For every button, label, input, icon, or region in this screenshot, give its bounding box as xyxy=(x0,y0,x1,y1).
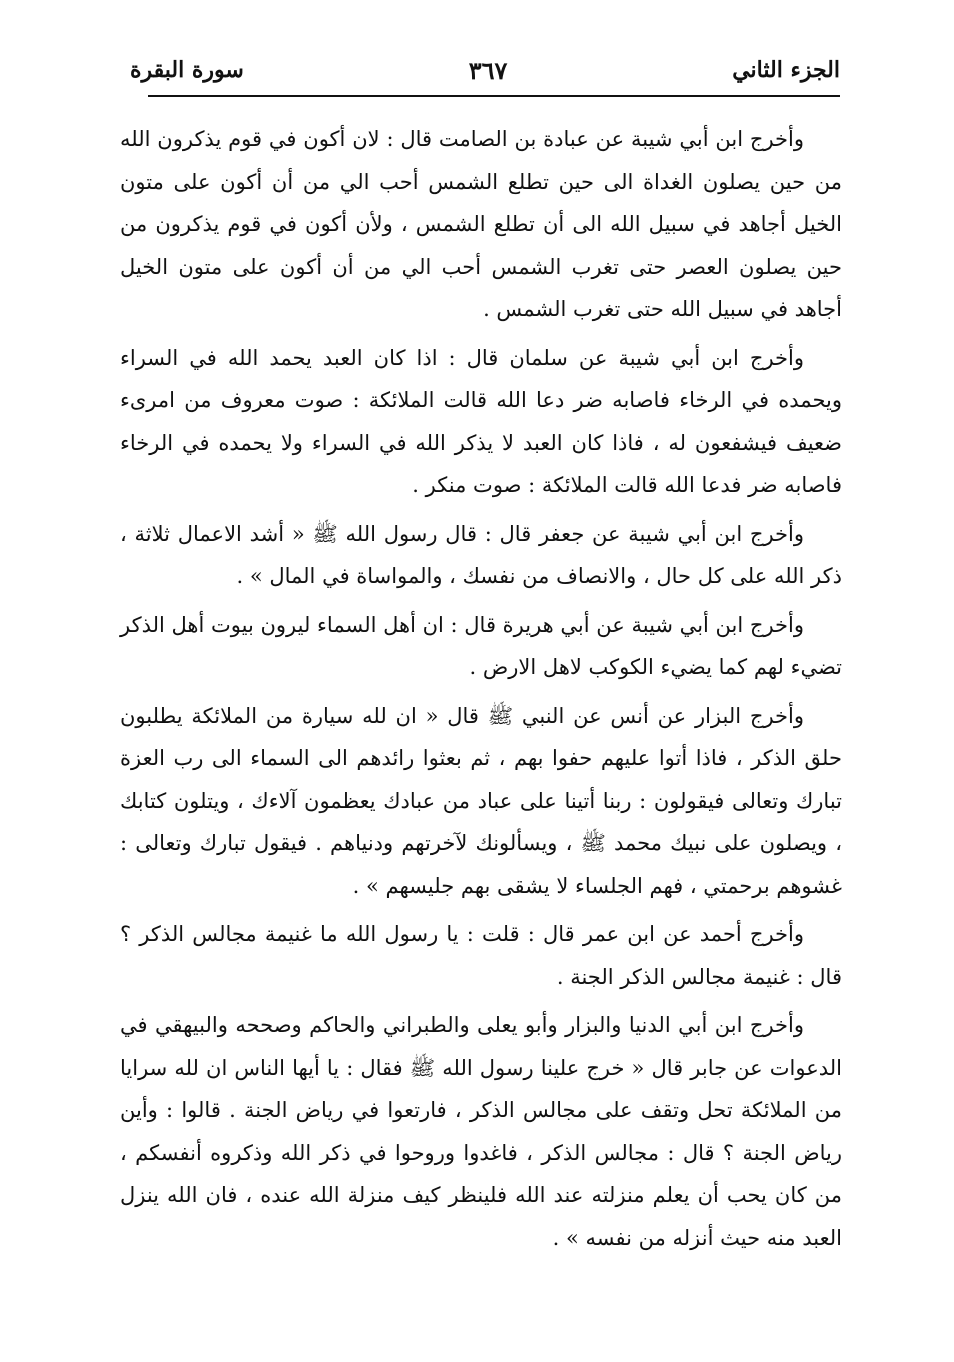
header-volume: الجزء الثاني xyxy=(732,57,840,83)
page-number: ٣٦٧ xyxy=(468,55,508,85)
paragraph: وأخرج أحمد عن ابن عمر قال : قلت : يا رسول الله ما غنيمة مجالس الذكر ؟ قال : غنيمة مجالس الذكر الجنة . xyxy=(120,922,842,989)
paragraph: وأخرج ابن أبي شيبة عن عبادة بن الصامت قال : لان أكون في قوم يذكرون الله من حين يصلون الغداة الى حين تطلع الشمس أحب الي من أن أكون على متون الخيل أجاهد في سبيل الله الى أن تطلع الشمس ، ولأن أكون في قوم يذكرون من حين يصلون العصر حتى تغرب الشمس أحب الي من أن أكون على متون الخيل أجاهد في سبيل الله حتى تغرب الشمس . xyxy=(120,127,842,321)
paragraph: وأخرج البزار عن أنس عن النبي ﷺ قال « ان لله سيارة من الملائكة يطلبون حلق الذكر ، فاذا أتوا عليهم حفوا بهم ، ثم بعثوا رائدهم الى السماء الى رب العزة تبارك وتعالى فيقولون : ربنا أتينا على عباد من عبادك يعظمون آلاءك ، ويتلون كتابك ، ويصلون على نبيك محمد ﷺ ، ويسألونك لآخرتهم ودنياهم . فيقول تبارك وتعالى : غشوهم برحمتي ، فهم الجلساء لا يشقى بهم جليسهم » . xyxy=(120,703,842,898)
paragraph: وأخرج ابن أبي الدنيا والبزار وأبو يعلى والطبراني والحاكم وصححه والبيهقي في الدعوات عن جابر قال « خرج علينا رسول الله ﷺ فقال : يا أيها الناس ان لله سرايا من الملائكة تحل وتقف على مجالس الذكر ، فارتعوا في رياض الجنة . قالوا : وأين رياض الجنة ؟ قال : مجالس الذكر ، فاغدوا وروحوا في ذكر الله وذكروه أنفسكم ، من كان يحب أن يعلم منزلته عند الله فلينظر كيف منزلة الله عنده ، فان الله ينزل العبد منه حيث أنزله من نفسه » . xyxy=(120,1013,842,1250)
page-body xyxy=(120,118,842,1265)
header-surah: سورة البقرة xyxy=(130,57,244,83)
paragraph: وأخرج ابن أبي شيبة عن أبي هريرة قال : ان أهل السماء ليرون بيوت أهل الذكر تضيء لهم كما يضيء الكوكب لاهل الارض . xyxy=(120,612,842,679)
paragraph: وأخرج ابن أبي شيبة عن جعفر قال : قال رسول الله ﷺ « أشد الاعمال ثلاثة ، ذكر الله على كل حال ، والانصاف من نفسك ، والمواساة في المال » . xyxy=(120,521,842,588)
header-rule xyxy=(148,95,840,97)
paragraph: وأخرج ابن أبي شيبة عن سلمان قال : اذا كان العبد يحمد الله في السراء ويحمده في الرخاء فاصابه ضر دعا الله قالت الملائكة : صوت معروف من امرىء ضعيف فيشفعون له ، فاذا كان العبد لا يذكر الله في السراء ولا يحمده في الرخاء فاصابه ضر فدعا الله قالت الملائكة : صوت منكر . xyxy=(120,345,842,497)
running-header xyxy=(130,48,840,92)
